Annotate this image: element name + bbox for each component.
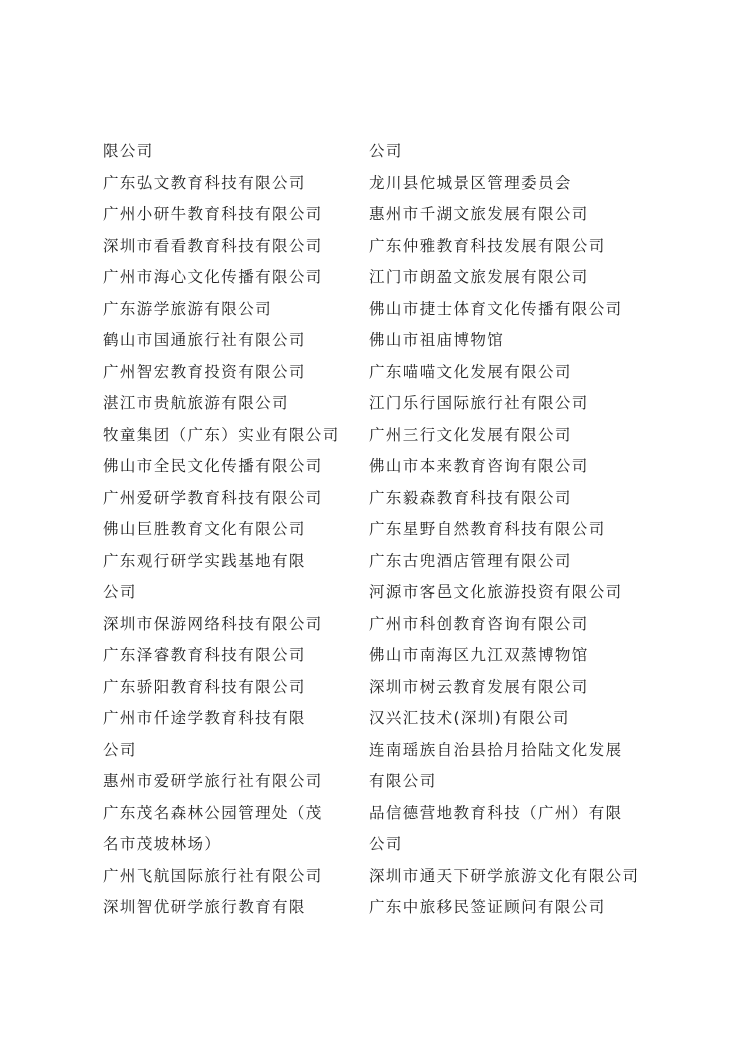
list-item: 惠州市爱研学旅行社有限公司 [103,772,323,790]
list-item: 龙川县佗城景区管理委员会 [369,173,572,192]
list-item: 深圳智优研学旅行教育有限 [103,898,306,916]
list-item: 牧童集团（广东）实业有限公司 [103,425,340,444]
list-item: 广东弘文教育科技有限公司 [103,173,306,192]
list-item: 公司 [103,583,137,601]
list-item: 广州小研牛教育科技有限公司 [103,205,323,223]
list-item: 广东游学旅游有限公司 [103,299,273,318]
list-item: 广东星野自然教育科技有限公司 [369,520,606,538]
list-item: 名市茂坡林场） [103,835,222,853]
list-item: 广州市科创教育咨询有限公司 [369,614,589,633]
list-item: 公司 [103,740,137,759]
list-item: 河源市客邑文化旅游投资有限公司 [369,583,623,601]
list-item: 广州智宏教育投资有限公司 [103,362,306,381]
list-item: 深圳市通天下研学旅游文化有限公司 [369,866,640,885]
list-item: 公司 [369,142,403,160]
list-item: 广州市海心文化传播有限公司 [103,268,323,286]
list-item: 广东喵喵文化发展有限公司 [369,362,572,381]
list-item: 广州爱研学教育科技有限公司 [103,488,323,507]
left-column-list [103,136,343,924]
list-item: 深圳市保游网络科技有限公司 [103,614,323,633]
list-item: 江门市朗盈文旅发展有限公司 [369,268,589,286]
list-item: 广东泽睿教育科技有限公司 [103,646,306,664]
list-item: 广州飞航国际旅行社有限公司 [103,866,323,885]
list-item: 佛山市本来教育咨询有限公司 [369,457,589,475]
list-item: 汉兴汇技术(深圳)有限公司 [369,709,570,727]
list-item: 广东古兜酒店管理有限公司 [369,551,572,570]
list-item: 有限公司 [369,772,437,790]
list-item: 广东骄阳教育科技有限公司 [103,677,306,696]
list-item: 广东茂名森林公园管理处（茂 [103,803,323,822]
list-item: 深圳市树云教育发展有限公司 [369,677,589,696]
list-item: 广州三行文化发展有限公司 [369,425,572,444]
list-item: 佛山市全民文化传播有限公司 [103,457,323,475]
list-item: 鹤山市国通旅行社有限公司 [103,331,306,349]
list-item: 湛江市贵航旅游有限公司 [103,394,289,412]
list-item: 惠州市千湖文旅发展有限公司 [369,205,589,223]
list-item: 佛山市祖庙博物馆 [369,331,505,349]
list-item: 佛山市南海区九江双蒸博物馆 [369,646,589,664]
list-item: 广东仲雅教育科技发展有限公司 [369,236,606,255]
list-item: 广东中旅移民签证顾问有限公司 [369,898,606,916]
list-item: 佛山巨胜教育文化有限公司 [103,520,306,538]
right-column-list [369,136,659,924]
list-item: 品信德营地教育科技（广州）有限 [369,803,623,822]
list-item: 连南瑶族自治县拾月拾陆文化发展 [369,740,623,759]
list-item: 公司 [369,835,403,853]
list-item: 佛山市捷士体育文化传播有限公司 [369,299,623,318]
list-item: 广东毅森教育科技有限公司 [369,488,572,507]
list-item: 限公司 [103,142,154,160]
list-item: 江门乐行国际旅行社有限公司 [369,394,589,412]
list-item: 广东观行研学实践基地有限 [103,551,306,570]
list-item: 深圳市看看教育科技有限公司 [103,236,323,255]
list-item: 广州市仟途学教育科技有限 [103,709,306,727]
